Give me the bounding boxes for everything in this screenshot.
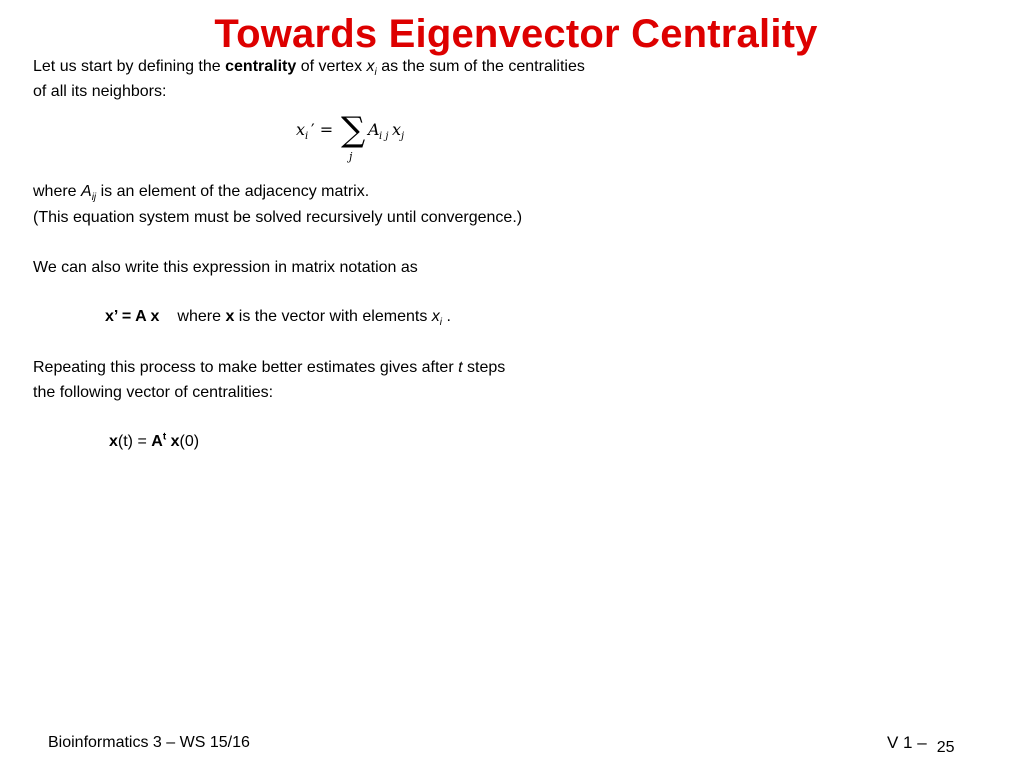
iter-x: x — [109, 433, 118, 450]
repeat-var-t: t — [458, 359, 463, 376]
iteration-equation — [109, 433, 199, 451]
footer-lecture: V 1 – — [887, 733, 927, 752]
iter-x2: x — [170, 433, 180, 450]
centrality-formula — [296, 108, 436, 164]
matrix-eq-var: x — [431, 308, 440, 325]
formula-lhs-sub: i — [305, 131, 309, 142]
formula-sum-symbol: ∑ — [341, 110, 366, 150]
intro-text-2: of vertex — [296, 58, 367, 75]
recursive-note: (This equation system must be solved recursively until convergence.) — [33, 209, 523, 226]
repeat-text-1: Repeating this process to make better estimates gives after — [33, 359, 459, 376]
intro-text-3: as the sum of the centralities — [376, 58, 585, 75]
matrix-equation-line — [105, 308, 451, 329]
formula-sum-index: j — [349, 150, 353, 163]
matrix-eq-text-1: where — [177, 308, 226, 325]
matrix-eq-text-2: is the vector with elements — [234, 308, 432, 325]
matrix-eq-text-3: . — [442, 308, 451, 325]
intro-bold-centrality: centrality — [225, 58, 297, 75]
formula-rhs-x: x — [392, 120, 402, 139]
where-line — [33, 182, 369, 202]
formula-rhs-x-sub: j — [401, 131, 405, 142]
intro-var: x — [366, 58, 375, 75]
slide-title: Towards Eigenvector Centrality — [214, 12, 818, 56]
iter-sup-t: t — [162, 431, 167, 443]
matrix-eq-bold-x: x — [225, 308, 235, 325]
iter-a: A — [151, 433, 163, 450]
footer-course: Bioinformatics 3 – WS 15/16 — [48, 734, 250, 751]
footer-page: 25 — [936, 739, 955, 756]
intro-line-1 — [33, 57, 585, 77]
repeat-line-2: the following vector of centralities: — [33, 384, 274, 401]
matrix-equation: x’ = A x — [105, 308, 160, 325]
iter-text-1: (t) = — [117, 433, 152, 450]
intro-text-1: Let us start by defining the — [33, 58, 226, 75]
where-text-1: where — [33, 183, 82, 200]
iter-text-2: (0) — [179, 433, 200, 450]
footer-slide-number — [887, 733, 955, 756]
matrix-intro: We can also write this expression in matrix notation as — [33, 259, 418, 276]
intro-line-2: of all its neighbors: — [33, 83, 167, 100]
intro-var-sub: i — [374, 67, 377, 79]
formula-prime-equals: ′ = — [311, 120, 334, 139]
where-var: A — [81, 183, 92, 200]
matrix-eq-var-sub: i — [439, 317, 442, 329]
where-var-sub: ij — [91, 192, 97, 204]
where-text-2: is an element of the adjacency matrix. — [96, 183, 370, 200]
formula-rhs-a-sub: i j — [379, 131, 389, 142]
formula-rhs-a: A — [368, 120, 380, 139]
repeat-line-1 — [33, 358, 505, 378]
repeat-text-2: steps — [462, 359, 506, 376]
formula-lhs: x — [296, 120, 306, 139]
